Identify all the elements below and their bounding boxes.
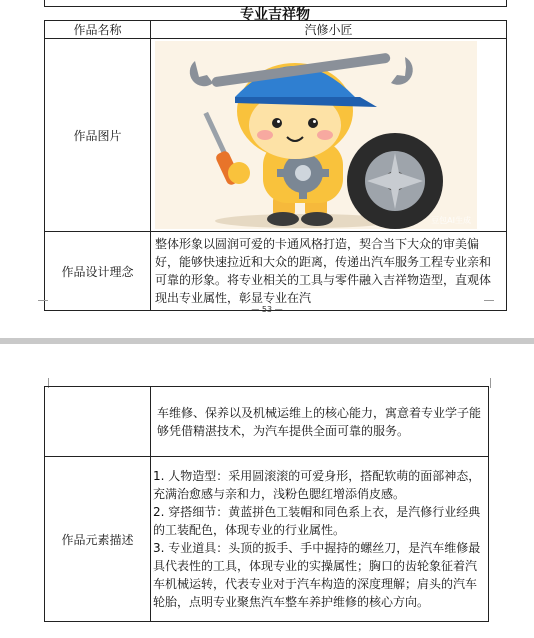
- crop-mark: [484, 300, 494, 301]
- mascot-table: [44, 20, 507, 311]
- image-cell: [151, 39, 507, 232]
- element-item: 1. 人物造型：采用圆滚滚的可爱身形，搭配软萌的面部神态，充满治愈感与亲和力，浅粉色腮红增添俏皮感。: [153, 469, 481, 501]
- page-number: — 53 —: [251, 305, 283, 314]
- elements-label: 作品元素描述: [45, 457, 151, 622]
- design-text-continued: 车维修、保养以及机械运维上的核心能力，寓意着专业学子能够凭借精湛技术，为汽车提供全面可靠的服务。: [151, 387, 489, 457]
- name-label: 作品名称: [45, 21, 151, 39]
- empty-label-cell: [45, 387, 151, 457]
- elements-list: [151, 457, 489, 622]
- mascot-illustration: [155, 41, 477, 229]
- design-text: 整体形象以圆润可爱的卡通风格打造，契合当下大众的审美偏好，能够快速拉近和大众的距离，传递出汽车服务工程专业亲和可靠的形象。将专业相关的工具与零件融入吉祥物造型，直观体现出专业属性，彰显专业在汽: [151, 232, 507, 311]
- image-label: 作品图片: [45, 39, 151, 232]
- watermark: 豆包AI生成: [431, 216, 471, 225]
- mascot-image: [155, 41, 477, 229]
- document-page-2: [0, 370, 534, 638]
- section-title: 专业吉祥物: [240, 7, 310, 23]
- element-item: 3. 专业道具：头顶的扳手、手中握持的螺丝刀，是汽车维修最具代表性的工具，体现专业的实操属性；胸口的齿轮象征着汽车机械运转，代表专业对于汽车构造的深度理解；肩头的汽车轮胎，点明专业聚焦汽车整车养护维修的核心方向。: [153, 541, 481, 609]
- name-value: 汽修小匠: [151, 21, 507, 39]
- mascot-table-continued: [44, 386, 489, 622]
- element-item: 2. 穿搭细节：黄蓝拼色工装帽和同色系上衣，是汽修行业经典的工装配色，体现专业的行业属性。: [153, 505, 481, 537]
- page-gap: [0, 320, 534, 370]
- crop-mark: [490, 378, 491, 388]
- crop-mark: [38, 300, 48, 301]
- tire-icon: [347, 133, 443, 229]
- design-label: 作品设计理念: [45, 232, 151, 311]
